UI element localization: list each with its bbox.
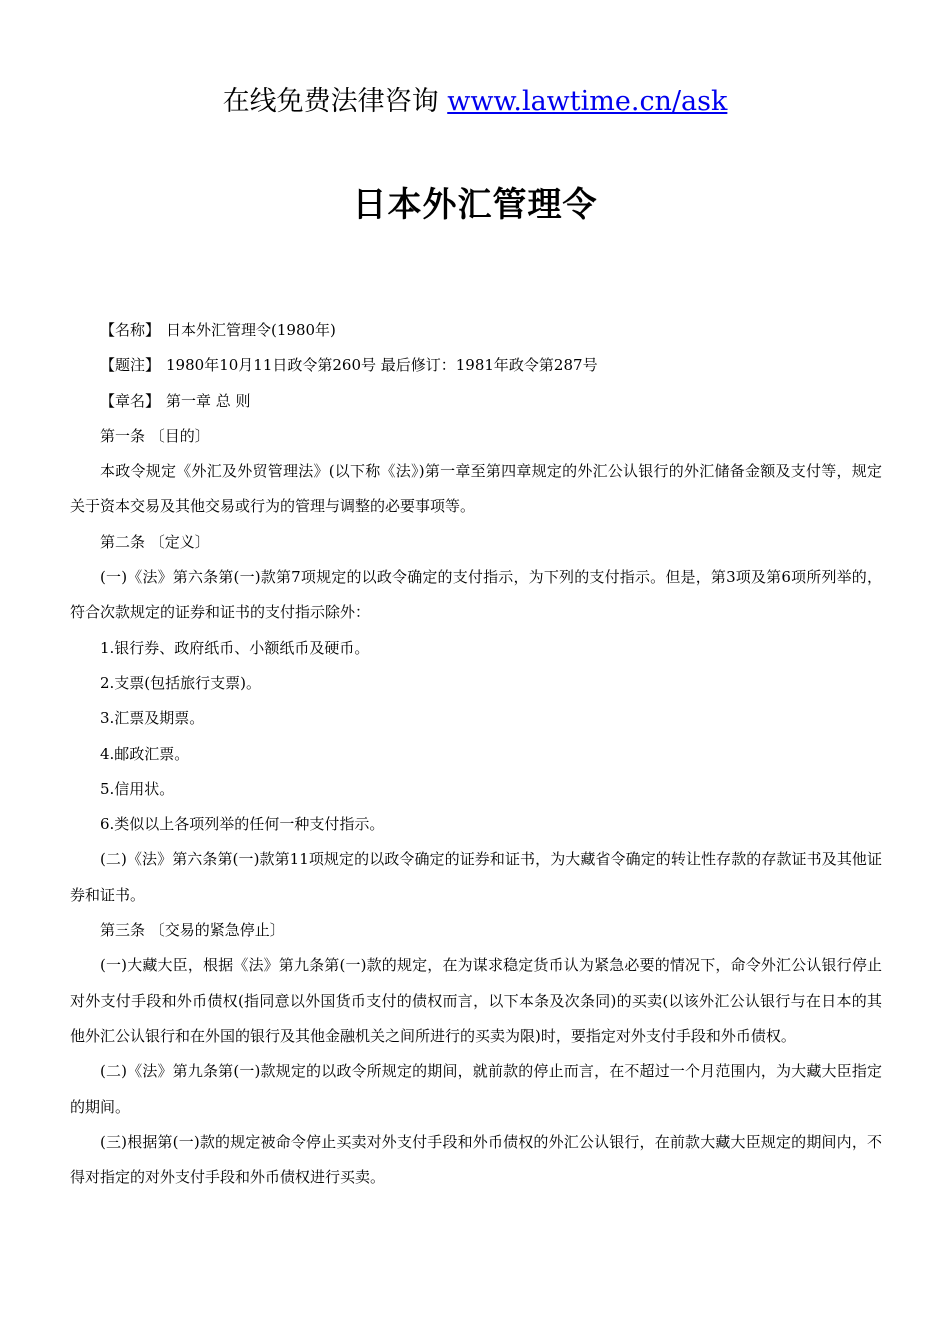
list-item: 3.汇票及期票。	[100, 709, 205, 728]
paragraph: (二)《法》第六条第(一)款第11项规定的以政令确定的证券和证书，为大藏省令确定的转让性存款的存款证书及其他证券和证书。	[70, 850, 882, 904]
meta-value: 第一章 总 则	[166, 391, 251, 410]
list-item: 2.支票(包括旅行支票)。	[100, 673, 262, 692]
header-text: 在线免费法律咨询	[222, 86, 448, 117]
paragraph: (一)《法》第六条第(一)款第7项规定的以政令确定的支付指示，为下列的支付指示。但是，第3项及第6项所列举的，符合次款规定的证券和证书的支付指示除外：	[70, 568, 882, 622]
list-item: 6.类似以上各项列举的任何一种支付指示。	[100, 815, 385, 834]
list-item: 4.邮政汇票。	[100, 744, 190, 763]
meta-key: 【名称】	[100, 321, 161, 339]
paragraph: 本政令规定《外汇及外贸管理法》(以下称《法》)第一章至第四章规定的外汇公认银行的外汇储备金额及支付等，规定关于资本交易及其他交易或行为的管理与调整的必要事项等。	[70, 462, 882, 516]
meta-note	[70, 348, 882, 383]
article-heading: 第一条 〔目的〕	[100, 426, 210, 445]
meta-chapter	[70, 384, 882, 419]
meta-name	[70, 313, 882, 348]
meta-key: 【题注】	[100, 356, 161, 375]
paragraph: (二)《法》第九条第(一)款规定的以政令所规定的期间，就前款的停止而言，在不超过一个月范围内，为大藏大臣指定的期间。	[70, 1062, 882, 1116]
article-heading: 第二条 〔定义〕	[100, 532, 210, 551]
meta-value: 日本外汇管理令(1980年)	[166, 321, 336, 339]
list-item: 5.信用状。	[100, 779, 175, 798]
meta-key: 【章名】	[100, 391, 161, 410]
ask-link[interactable]: www.lawtime.cn/ask	[447, 86, 728, 117]
document-body	[70, 313, 882, 1195]
meta-value: 1980年10月11日政令第260号 最后修订：1981年政令第287号	[166, 356, 598, 375]
article-heading: 第三条 〔交易的紧急停止〕	[100, 921, 285, 940]
list-item: 1.银行券、政府纸币、小额纸币及硬币。	[100, 638, 370, 657]
site-header	[0, 84, 950, 120]
document-title: 日本外汇管理令	[352, 185, 598, 225]
paragraph: (一)大藏大臣，根据《法》第九条第(一)款的规定，在为谋求稳定货币认为紧急必要的情况下，命令外汇公认银行停止对外支付手段和外币债权(指同意以外国货币支付的债权而言，以下本条及次条同)的买卖(以该外汇公认银行与在日本的其他外汇公认银行和在外国的银行及其他金融机关之间所进行的买卖为限)时，要指定对外支付手段和外币债权。	[70, 956, 882, 1045]
paragraph: (三)根据第(一)款的规定被命令停止买卖对外支付手段和外币债权的外汇公认银行，在前款大藏大臣规定的期间内，不得对指定的对外支付手段和外币债权进行买卖。	[70, 1132, 882, 1187]
